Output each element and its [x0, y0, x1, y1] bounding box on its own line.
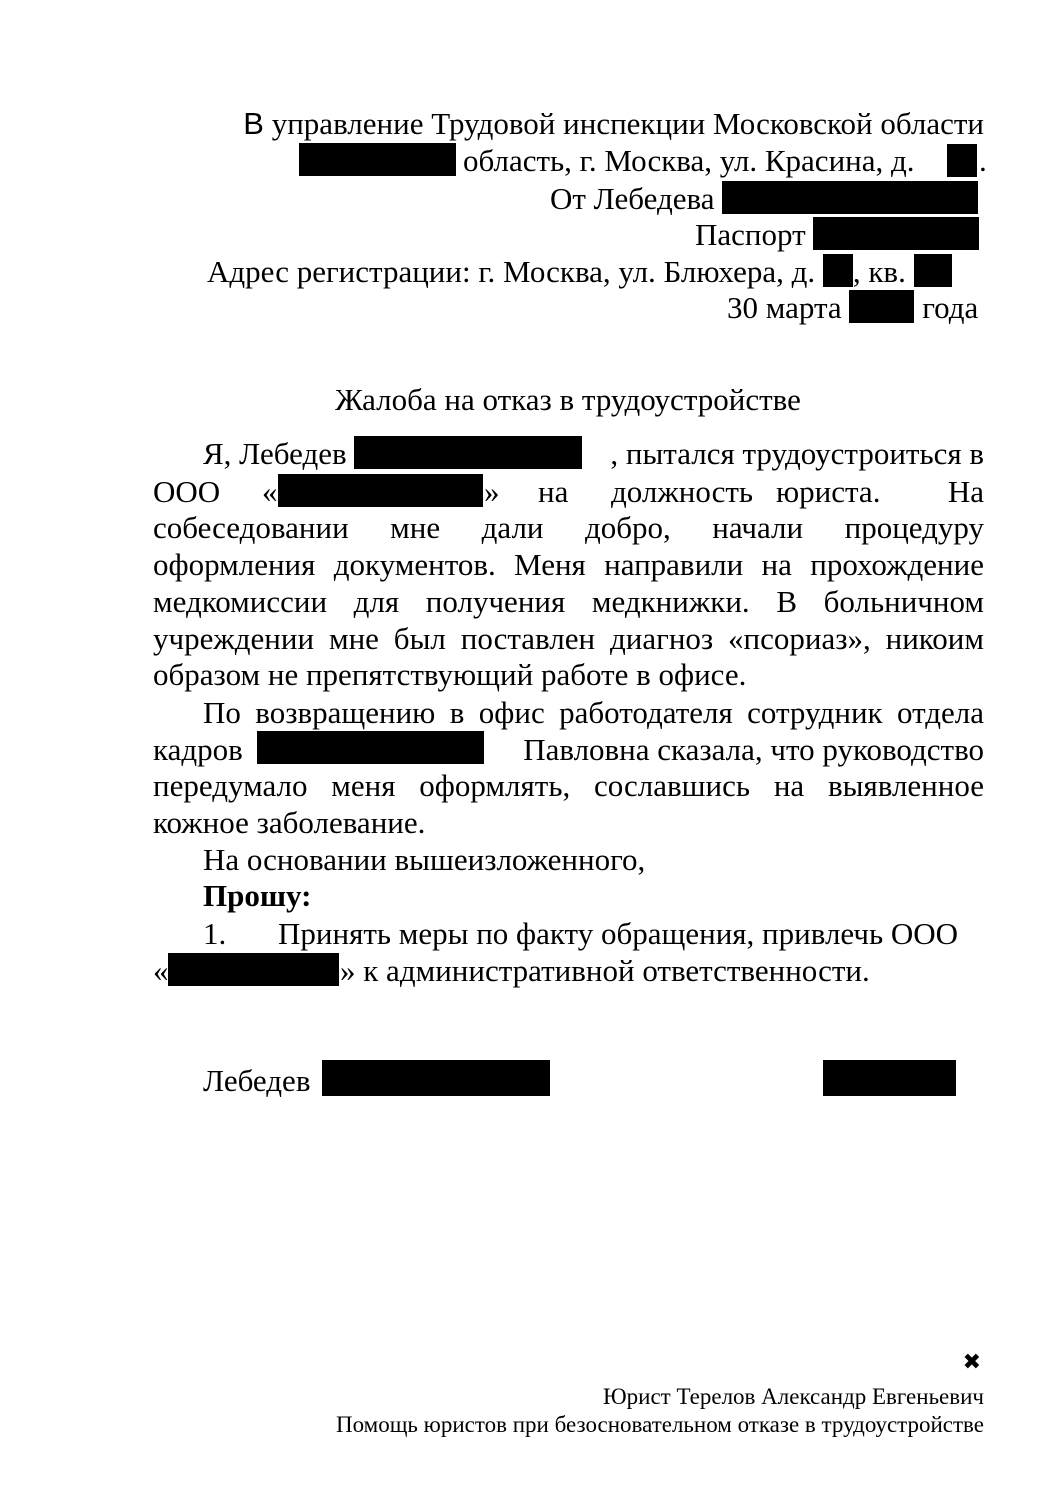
date-text: 30 марта [727, 290, 842, 325]
cross-mark-icon: ✖ [962, 1350, 981, 1375]
redaction-passport [813, 217, 979, 250]
redaction-year [849, 290, 914, 323]
header-from [550, 181, 978, 217]
p1-line6: учреждении мне был поставлен диагноз «псориаз», никоим [153, 621, 984, 656]
request-item-number: 1. [203, 916, 227, 951]
request-item-line2: » к административной ответственности. [340, 953, 870, 988]
request-item-line1: Принять меры по факту обращения, привлечь ООО [278, 916, 959, 951]
header-passport [695, 217, 979, 253]
p2-line3: передумало меня оформлять, сославшись на выявленное [153, 768, 984, 803]
from-text: От Лебедева [550, 181, 715, 216]
date-year-word: года [922, 290, 979, 325]
redaction-region [299, 143, 456, 176]
addressee-first-letter: В [243, 106, 264, 141]
p1-line2-position: должность [611, 474, 754, 509]
p1-line1 [203, 435, 582, 472]
redaction-company-2 [168, 953, 339, 986]
redaction-building [823, 254, 853, 287]
document-title: Жалоба на отказ в трудоустройстве [335, 382, 801, 417]
p1-line2-na: на [538, 474, 569, 509]
redaction-house [947, 144, 977, 177]
p1-line7: образом не препятствующий работе в офисе. [153, 657, 747, 692]
p1-line2-quote-open: « [262, 474, 278, 509]
registration-text: Адрес регистрации: г. Москва, ул. Блюхера, д. [207, 254, 816, 289]
p1-line2-ooo: ООО [153, 474, 221, 509]
registration-apt: , кв. [852, 254, 906, 289]
header-registration [207, 254, 952, 290]
request-heading: Прошу: [203, 878, 312, 913]
p1-line3: собеседовании мне дали добро, начали процедуру [153, 510, 984, 545]
header-address [299, 143, 985, 179]
p3-line: На основании вышеизложенного, [203, 842, 646, 877]
p2-line1: По возвращению в офис работодателя сотрудник отдела [203, 695, 984, 730]
footer-lawyer: Юрист Терелов Александр Евгеньевич [603, 1384, 984, 1409]
redaction-signature-name [322, 1060, 550, 1096]
redaction-hr-name [257, 731, 484, 764]
p1-line1-end: , пытался трудоустроиться в [610, 436, 984, 471]
p1-line4: оформления документов. Меня направили на прохождение [153, 547, 984, 582]
p2-line2-end: Павловна сказала, что руководство [523, 732, 984, 767]
header-date [727, 290, 978, 326]
addressee-text: управление Трудовой инспекции Московской области [263, 106, 984, 141]
p1-line5: медкомиссии для получения медкнижки. В больничном [153, 584, 984, 619]
request-item-quote-open: « [153, 953, 169, 988]
signature-name: Лебедев [203, 1063, 311, 1098]
p1-line2-lawyer: юриста. [776, 474, 881, 509]
p1-line2-quote-close: » [484, 474, 500, 509]
redaction-company [278, 474, 483, 507]
passport-text: Паспорт [695, 217, 806, 252]
footer-caption: Помощь юристов при безосновательном отказе в трудоустройстве [336, 1412, 984, 1437]
p1-line2-na-cap: На [947, 474, 984, 509]
address-text: область, г. Москва, ул. Красина, д. [463, 143, 915, 178]
address-end: . [979, 143, 987, 178]
redaction-signature [823, 1060, 956, 1096]
header-addressee [243, 106, 984, 142]
redaction-applicant-name [354, 436, 582, 469]
p1-name-text: Я, Лебедев [203, 436, 347, 471]
p2-line4: кожное заболевание. [153, 805, 426, 840]
redaction-apartment [914, 254, 952, 287]
redaction-from-name [722, 181, 978, 214]
p2-line2-start: кадров [153, 732, 243, 767]
